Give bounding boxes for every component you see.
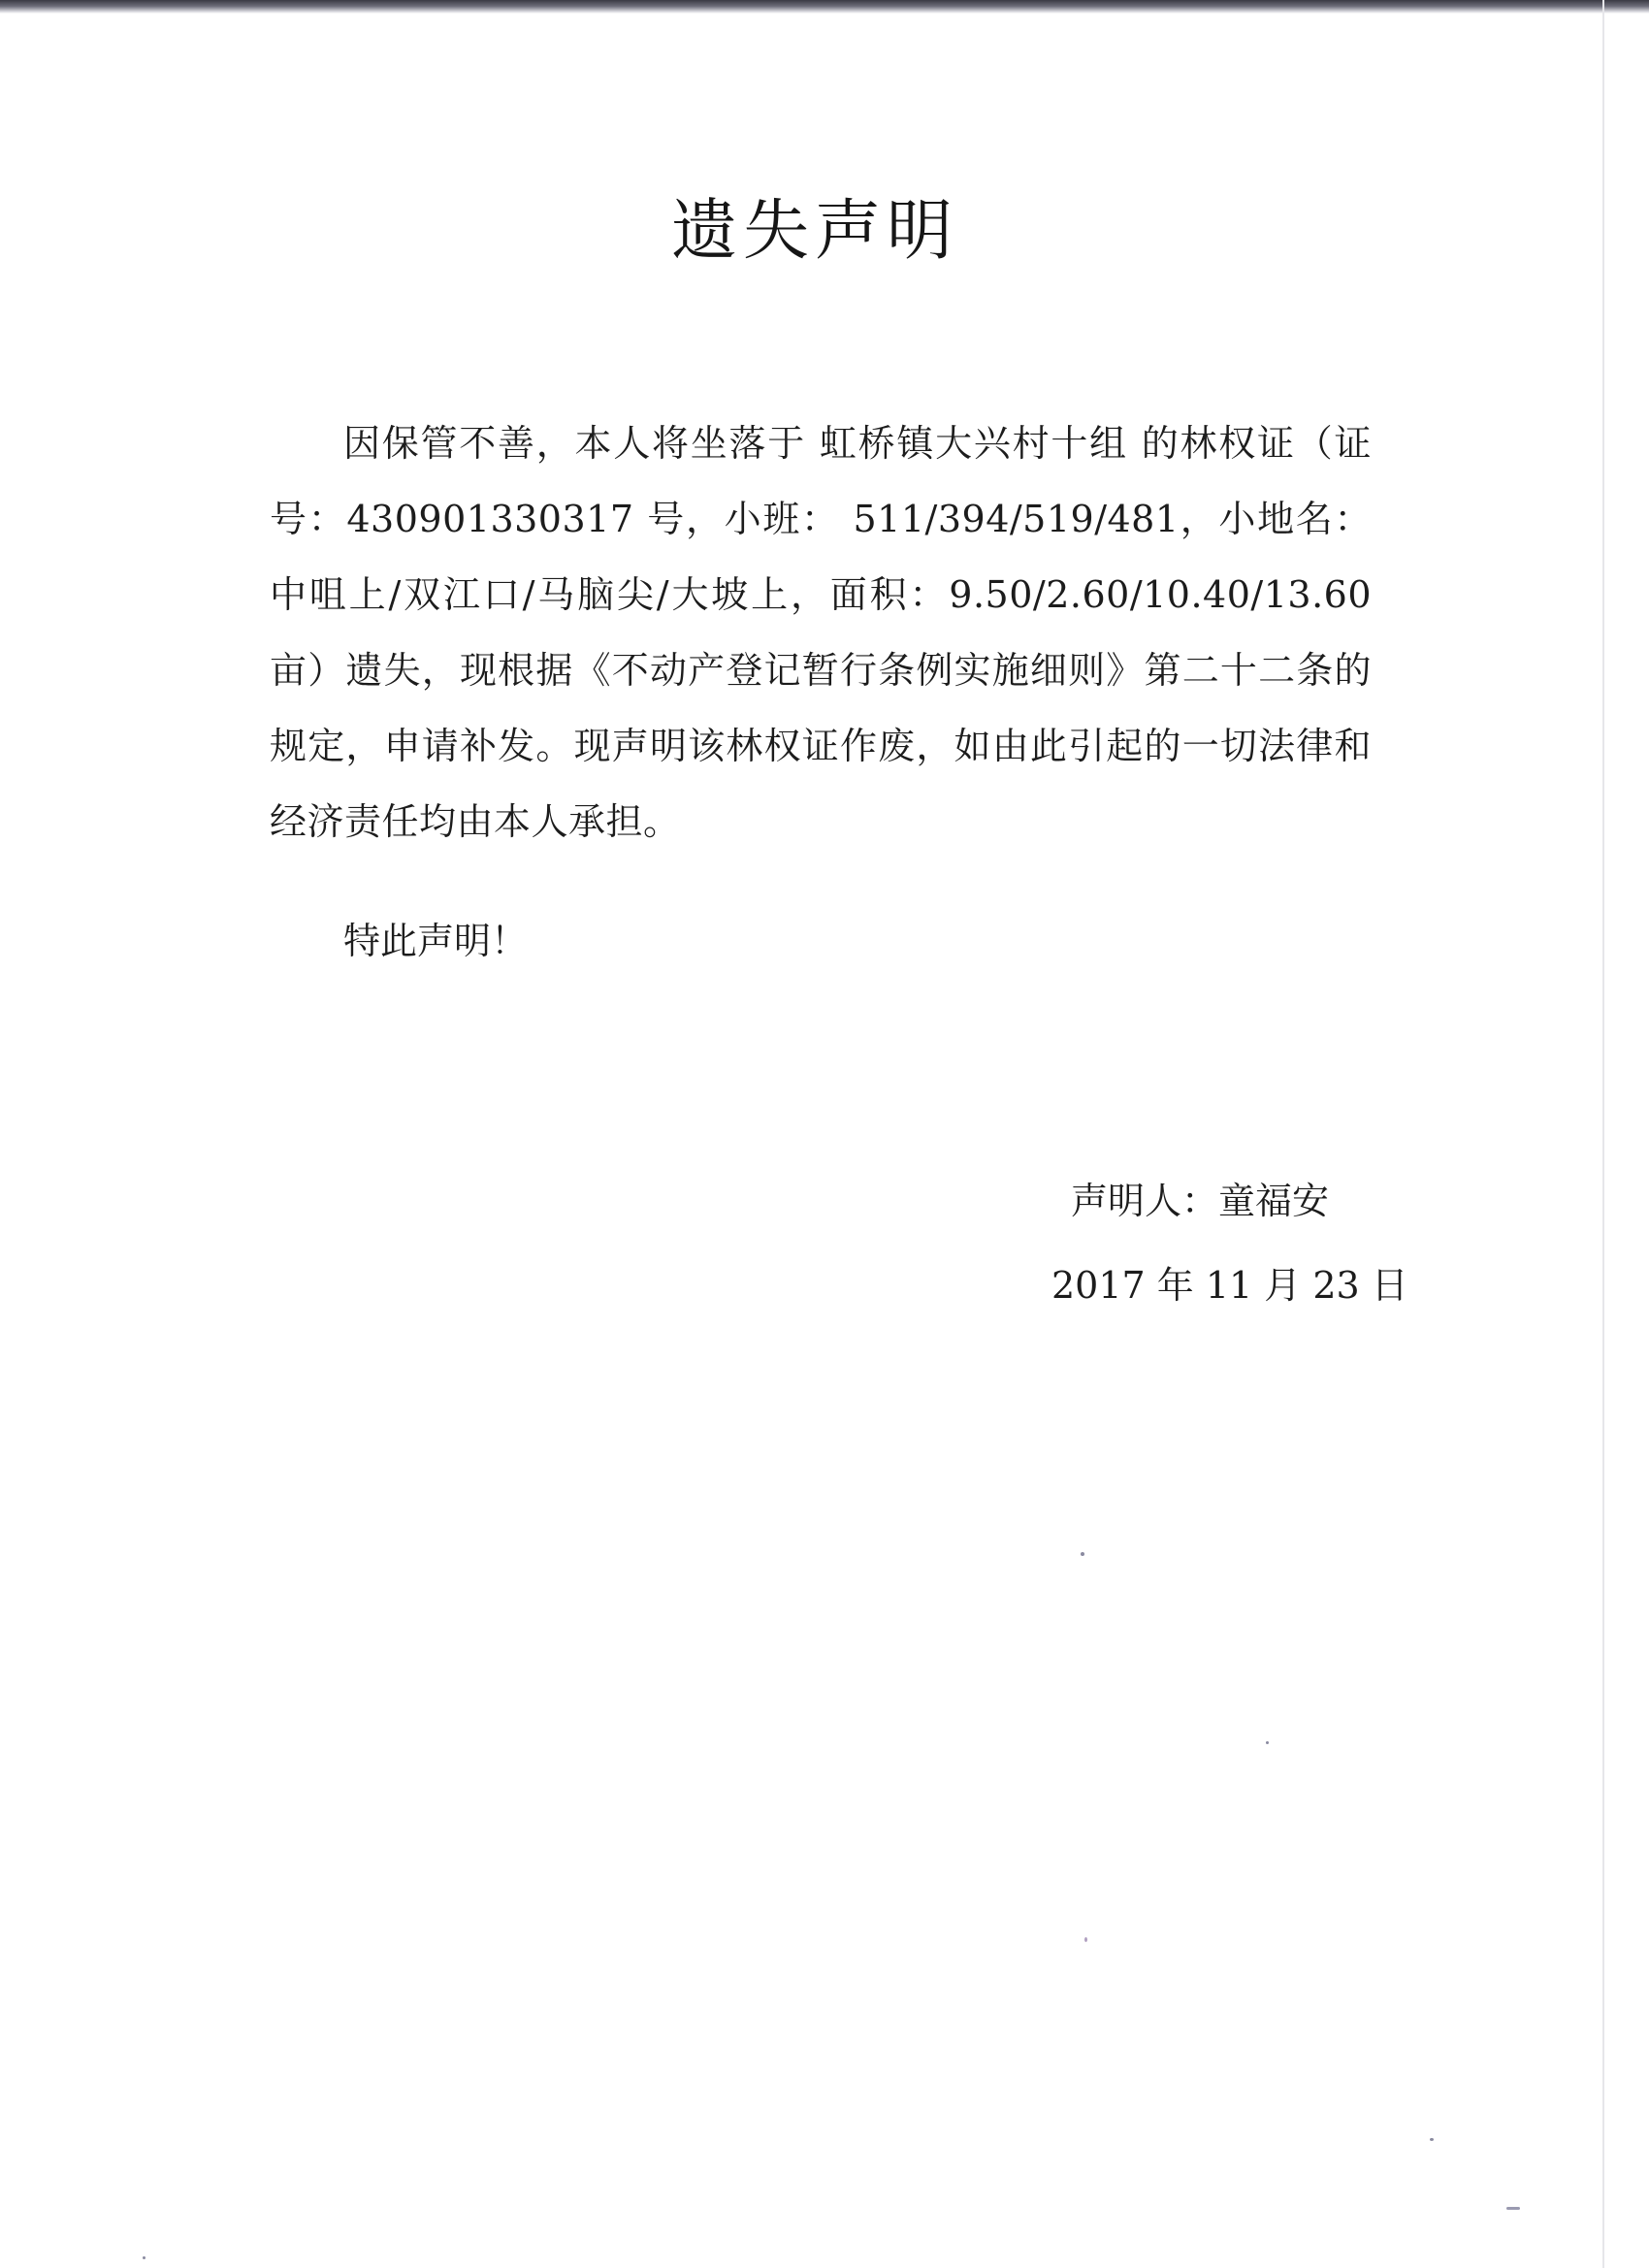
document-title: 遗失声明 xyxy=(670,193,958,270)
scan-speck xyxy=(1506,2207,1520,2210)
declaration-date: 2017 年 11 月 23 日 xyxy=(1051,1264,1408,1307)
statement-paragraph: 因保管不善，本人将坐落于 虹桥镇大兴村十组 的林权证（证号：430901330317 号，小班： 511/394/519/481，小地名： 中咀上/双江口/马脑尖/大坡上，面积：9.50/2.60/10.40/13.60 亩）遗失，现根据《不动产登记暂行条例实施细则》第二十二条的规定，申请补发。现声明该林权证作废，如由此引起的一切法律和经济责任均由本人承担。 xyxy=(270,422,1372,843)
statement-body xyxy=(270,405,1372,859)
scan-speck xyxy=(1081,1552,1084,1556)
closing-phrase: 特此声明！ xyxy=(343,920,529,962)
scan-speck xyxy=(1084,1937,1087,1942)
scan-speck xyxy=(143,2256,146,2259)
scan-speck xyxy=(1430,2138,1434,2141)
declarant-signature-line: 声明人：童福安 xyxy=(1071,1180,1330,1222)
scan-speck xyxy=(1266,1741,1269,1744)
